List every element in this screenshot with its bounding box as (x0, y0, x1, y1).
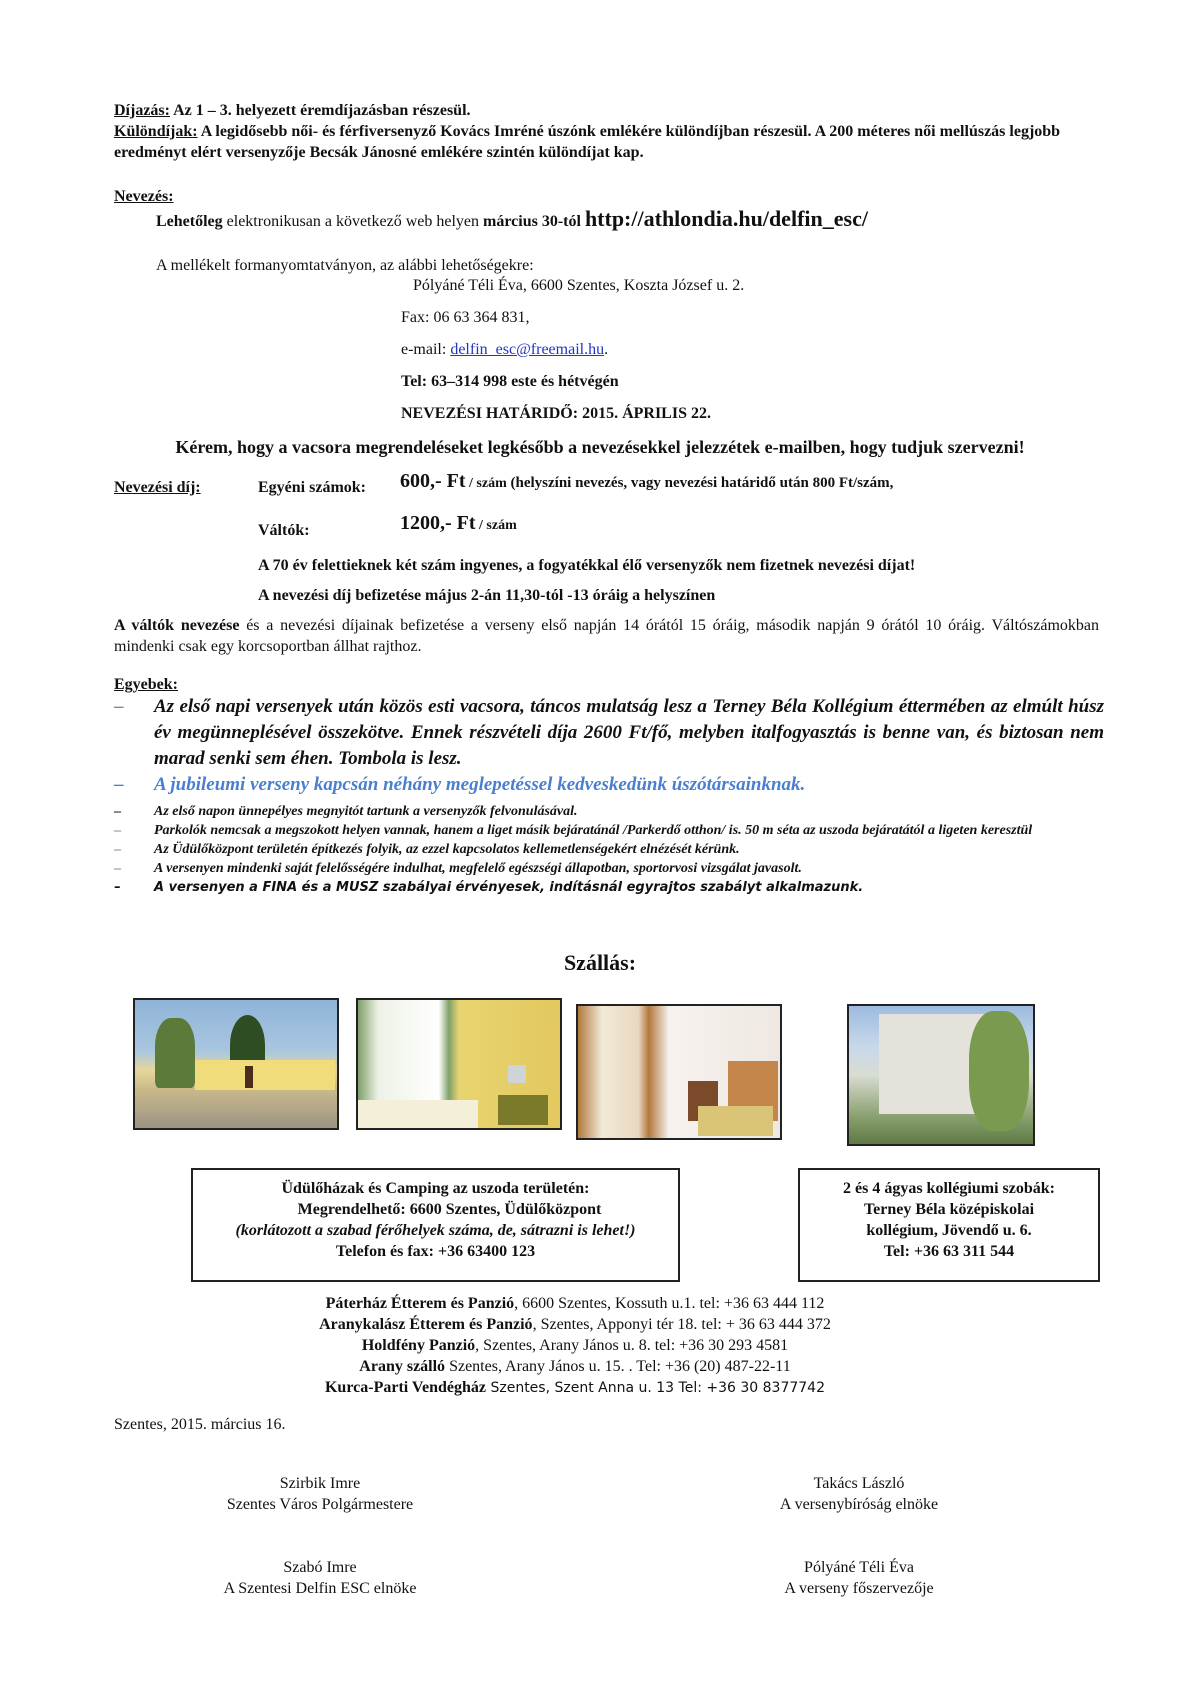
dash-bullet: – (114, 861, 121, 876)
signature-title: A Szentesi Delfin ESC elnöke (223, 1580, 417, 1597)
individual-unit: / szám (465, 476, 507, 491)
signature-title: Szentes Város Polgármestere (226, 1496, 414, 1513)
payment-note: A nevezési díj befizetése május 2-án 11,30-tól -13 óráig a helyszínen (258, 587, 716, 604)
dash-bullet: – (114, 804, 121, 819)
dash-bullet: – (114, 696, 124, 717)
list-item (114, 694, 1104, 772)
individual-label: Egyéni számok: (258, 479, 366, 496)
list-item-text: Az Üdülőközpont területén építkezés folyik, az ezzel kapcsolatos kellemetlenségekért elnézését kérünk. (154, 842, 740, 857)
prizes-section (114, 100, 1094, 163)
accommodation-details: , 6600 Szentes, Kossuth u.1. tel: +36 63 444 112 (514, 1295, 825, 1312)
relay-unit: / szám (475, 518, 517, 533)
accommodation-name: Arany szálló (359, 1358, 446, 1375)
photo-holiday-room (356, 998, 562, 1130)
dinner-request: Kérem, hogy a vacsora megrendeléseket legkésőbb a nevezésekkel jelezzétek e-mailben, hogy tudjuk szervezni! (175, 437, 1025, 457)
online-text: elektronikusan a következő web helyen (222, 213, 484, 230)
other-list (114, 694, 1104, 897)
dash-bullet: – (114, 880, 121, 895)
list-item (114, 821, 1104, 840)
email-link[interactable]: delfin_esc@freemail.hu (450, 341, 605, 358)
list-item-text: Az első napi versenyek után közös esti vacsora, táncos mulatság lesz a Terney Béla Kollégium éttermében az elmúlt húsz év megünneplésével összekötve. Ennek részvételi díja 2600 Ft/fő, melyben italfogyasztás is benne van, és biztosan nem marad senki sem éhen. Tombola is lesz. (154, 696, 1104, 769)
entry-heading: Nevezés: (114, 188, 174, 205)
box1-line1: Üdülőházak és Camping az uszoda területén: (281, 1180, 590, 1197)
accommodation-item (250, 1377, 900, 1399)
other-heading: Egyebek: (114, 676, 178, 693)
list-item (114, 859, 1104, 878)
list-item (114, 802, 1104, 821)
form-intro: A mellékelt formanyomtatványon, az alábbi lehetőségekre: (156, 257, 534, 274)
kulondijak-label: Különdíjak: (114, 123, 198, 140)
dijazas-label: Díjazás: (114, 102, 170, 119)
accommodation-name: Aranykalász Étterem és Panzió (319, 1316, 533, 1333)
fees-label: Nevezési díj: (114, 479, 201, 496)
accommodation-item (250, 1314, 900, 1335)
relay-fee-line (400, 512, 517, 535)
signature-block (170, 1473, 470, 1515)
list-item-text: Az első napon ünnepélyes megnyitót tartunk a versenyzők felvonulásával. (154, 804, 578, 819)
entry-email-line (401, 339, 608, 360)
signature-block (170, 1557, 470, 1599)
email-suffix: . (604, 341, 609, 358)
box2-line2: Terney Béla középiskolai (863, 1201, 1035, 1218)
signature-name: Szirbik Imre (279, 1475, 361, 1492)
dash-bullet: – (114, 774, 124, 795)
entry-deadline: NEVEZÉSI HATÁRIDŐ: 2015. ÁPRILIS 22. (401, 405, 711, 422)
dash-bullet: – (114, 823, 121, 838)
individual-price: 600,- Ft (400, 470, 466, 492)
accommodation-item (250, 1293, 900, 1314)
closing-date: Szentes, 2015. március 16. (114, 1416, 286, 1433)
accommodation-details: , Szentes, Arany János u. 8. tel: +36 30 293 4581 (475, 1337, 789, 1354)
kulondijak-text: A legidősebb női- és férfiversenyző Kovács Imréné úszónk emlékére különdíjban részesül. A 200 méteres női mellúszás legjobb eredményt elért versenyzője Becsák Jánosné emlékére szintén különdíjat kap. (114, 123, 1061, 161)
box2-line1: 2 és 4 ágyas kollégiumi szobák: (842, 1180, 1055, 1197)
box1-line3: (korlátozott a szabad férőhelyek száma, de, sátrazni is lehet!) (235, 1222, 636, 1239)
relay-label: Váltók: (258, 522, 310, 539)
dash-bullet: – (114, 842, 121, 857)
list-item-text: Parkolók nemcsak a megszokott helyen vannak, hanem a liget másik bejáratánál /Parkerdő otthon/ is. 50 m séta az uszoda bejáratától a ligeten keresztül (154, 823, 1033, 838)
box2-line3: kollégium, Jövendő u. 6. (866, 1222, 1032, 1239)
signature-title: A versenybíróság elnöke (779, 1496, 939, 1513)
free-note: A 70 év felettieknek két szám ingyenes, a fogyatékkal élő versenyzők nem fizetnek nevezési díjat! (258, 557, 916, 574)
online-bold1: Lehetőleg (156, 213, 223, 230)
relay-entry-bold: A váltók nevezése (114, 617, 240, 634)
relay-price: 1200,- Ft (400, 512, 476, 534)
accommodation-details: Szentes, Arany János u. 15. . Tel: +36 (20) 487-22-11 (445, 1358, 791, 1375)
photo-dorm-room (576, 1004, 782, 1140)
photo-holiday-houses (133, 998, 339, 1130)
photo-dormitory-building (847, 1004, 1035, 1146)
kulondijak-line (114, 121, 1094, 163)
box1-line2: Megrendelhető: 6600 Szentes, Üdülőközpont (297, 1201, 602, 1218)
email-label: e-mail: (401, 341, 451, 358)
relay-entry-text: és a nevezési díjainak befizetése a verseny első napján 14 órától 15 óráig, második napján 9 órától 10 óráig. Váltószámokban mindenki csak egy korcsoportban állhat rajthoz. (114, 617, 1099, 655)
online-url[interactable]: http://athlondia.hu/delfin_esc/ (584, 206, 868, 231)
individual-fee-line (400, 470, 893, 493)
accommodation-name: Páterház Étterem és Panzió (325, 1295, 515, 1312)
signature-block (709, 1473, 1009, 1515)
entry-fax: Fax: 06 63 364 831, (401, 309, 530, 326)
entry-tel: Tel: 63–314 998 este és hétvégén (401, 373, 619, 390)
accommodation-name: Holdfény Panzió (361, 1337, 476, 1354)
accommodation-heading: Szállás: (563, 950, 637, 975)
box1-line4: Telefon és fax: +36 63400 123 (335, 1243, 536, 1260)
signature-name: Takács László (813, 1475, 905, 1492)
signature-title: A verseny főszervezője (784, 1580, 934, 1597)
accommodation-details: Szentes, Szent Anna u. 13 Tel: +36 30 8377742 (486, 1380, 825, 1396)
list-item-text: A versenyen a FINA és a MUSZ szabályai érvényesek, indításnál egyrajtos szabályt alkalmazunk. (154, 880, 864, 895)
list-item (114, 840, 1104, 859)
accommodation-item (250, 1356, 900, 1377)
dijazas-text: Az 1 – 3. helyezett éremdíjazásban részesül. (169, 102, 471, 119)
online-entry-line (156, 206, 868, 232)
list-item (114, 878, 1104, 897)
accommodation-item (250, 1335, 900, 1356)
other-accommodations (250, 1293, 900, 1399)
entry-address: Pólyáné Téli Éva, 6600 Szentes, Koszta József u. 2. (413, 277, 745, 294)
online-bold2: március 30-tól (483, 213, 581, 230)
signature-block (709, 1557, 1009, 1599)
individual-note: (helyszíni nevezés, vagy nevezési határidő után 800 Ft/szám, (506, 475, 894, 491)
box2-line4: Tel: +36 63 311 544 (883, 1243, 1015, 1260)
holiday-houses-box (191, 1168, 680, 1282)
dormitory-box (798, 1168, 1100, 1282)
list-item-text: A versenyen mindenki saját felelősségére indulhat, megfelelő egészségi állapotban, sportorvosi vizsgálat javasolt. (154, 861, 802, 876)
list-item-text: A jubileumi verseny kapcsán néhány meglepetéssel kedveskedünk úszótársainknak. (154, 774, 806, 795)
signature-name: Pólyáné Téli Éva (804, 1559, 914, 1576)
dijazas-line (114, 100, 1094, 121)
list-item (114, 772, 1104, 798)
accommodation-name: Kurca-Parti Vendégház (324, 1379, 487, 1396)
signature-name: Szabó Imre (283, 1559, 357, 1576)
accommodation-details: , Szentes, Apponyi tér 18. tel: + 36 63 444 372 (532, 1316, 831, 1333)
relay-entry-paragraph (114, 615, 1099, 657)
